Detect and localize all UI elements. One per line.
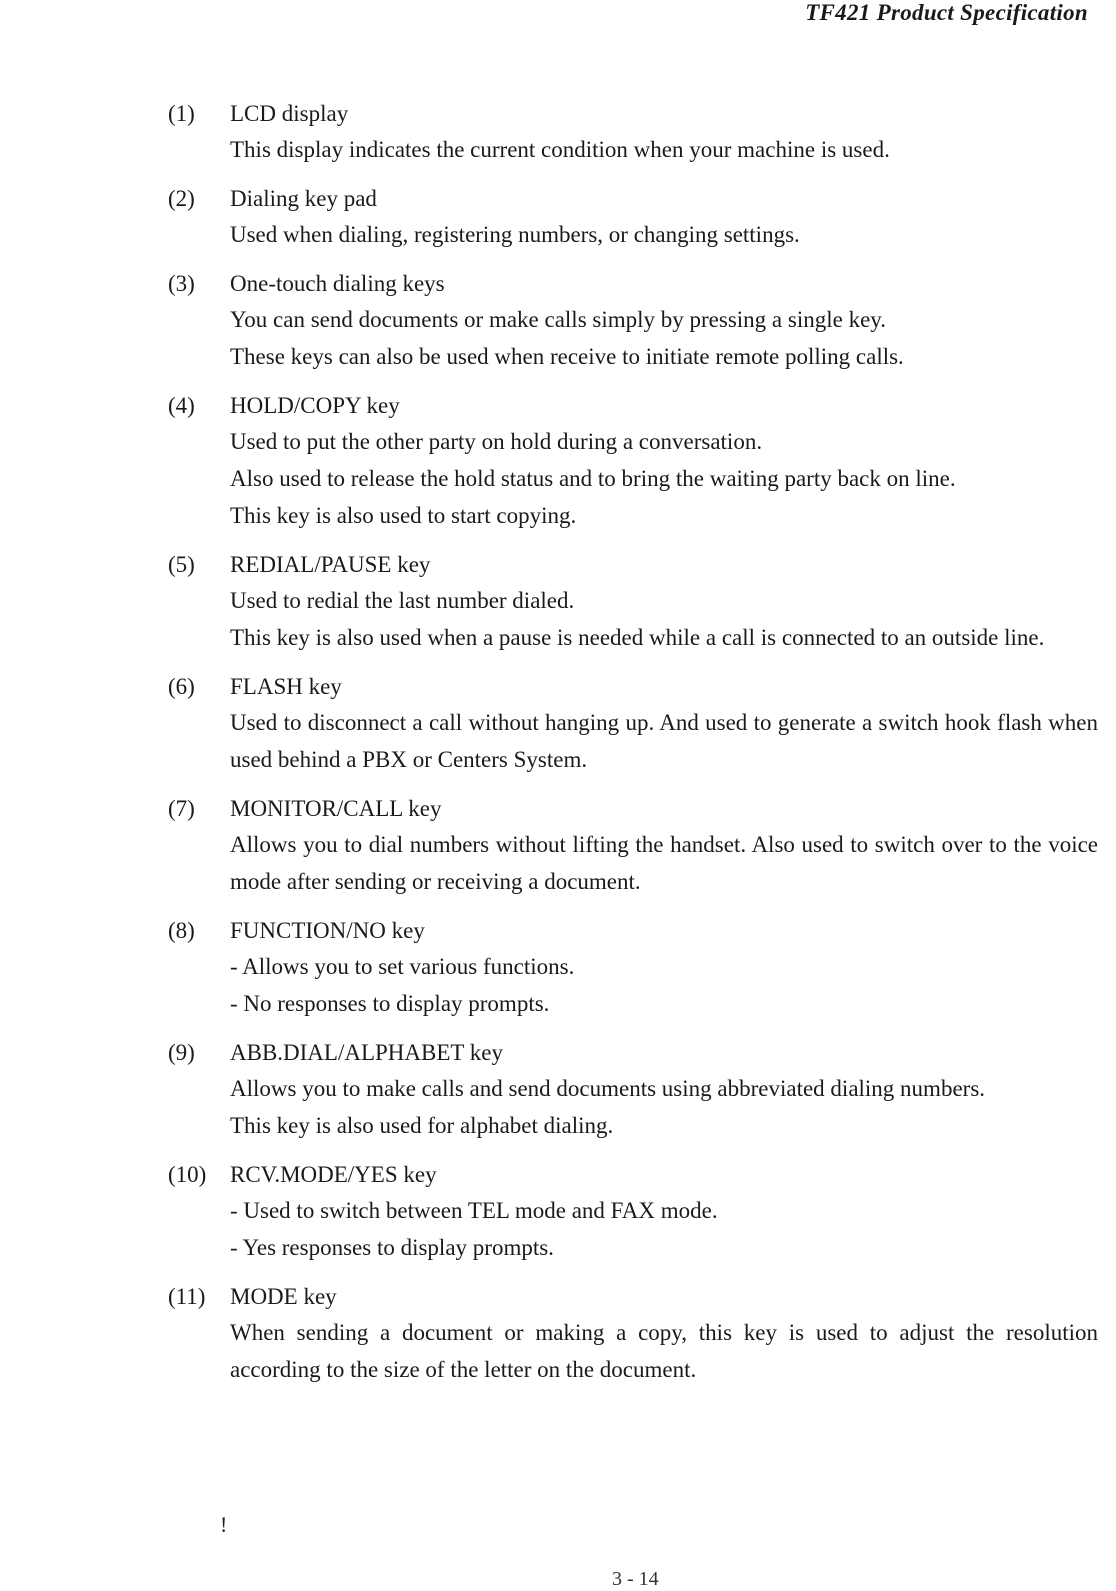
description-line: This key is also used when a pause is needed while a call is connected to an outside line.	[230, 625, 1045, 650]
list-item	[168, 388, 1098, 534]
description-line: These keys can also be used when receive to initiate remote polling calls.	[230, 344, 904, 369]
item-heading	[168, 96, 1098, 131]
item-heading	[168, 181, 1098, 216]
item-description	[168, 1314, 1098, 1388]
item-number: (10)	[168, 1162, 207, 1187]
item-description	[168, 216, 1098, 253]
description-line: Used to put the other party on hold during a conversation.	[230, 429, 763, 454]
item-number: (3)	[168, 271, 195, 296]
item-title: HOLD/COPY key	[230, 393, 400, 418]
description-line: This display indicates the current condition when your machine is used.	[230, 137, 890, 162]
item-title: RCV.MODE/YES key	[230, 1162, 437, 1187]
item-description	[168, 826, 1098, 900]
list-item	[168, 1279, 1098, 1388]
list-item	[168, 1157, 1098, 1266]
item-description	[168, 582, 1098, 656]
item-number: (8)	[168, 918, 195, 943]
item-heading	[168, 791, 1098, 826]
item-description	[168, 301, 1098, 375]
item-number: (5)	[168, 552, 195, 577]
page-header: TF421 Product Specification	[805, 0, 1088, 25]
item-title: MONITOR/CALL key	[230, 796, 442, 821]
item-title: MODE key	[230, 1284, 337, 1309]
list-item	[168, 181, 1098, 253]
item-heading	[168, 266, 1098, 301]
item-title: FUNCTION/NO key	[230, 918, 425, 943]
list-item	[168, 669, 1098, 778]
item-heading	[168, 669, 1098, 704]
item-title: REDIAL/PAUSE key	[230, 552, 431, 577]
item-title: LCD display	[230, 101, 349, 126]
key-description-list	[168, 96, 1098, 1401]
item-heading	[168, 1035, 1098, 1070]
item-description	[168, 948, 1098, 1022]
item-description	[168, 1192, 1098, 1266]
item-title: Dialing key pad	[230, 186, 377, 211]
description-line: This key is also used to start copying.	[230, 503, 577, 528]
list-item	[168, 1035, 1098, 1144]
item-number: (7)	[168, 796, 195, 821]
item-number: (11)	[168, 1284, 206, 1309]
item-title: ABB.DIAL/ALPHABET key	[230, 1040, 504, 1065]
description-line: Used to redial the last number dialed.	[230, 588, 575, 613]
list-item	[168, 547, 1098, 656]
item-number: (6)	[168, 674, 195, 699]
description-line: Used to disconnect a call without hanging up. And used to generate a switch hook flash when used behind a PBX or Centers System.	[230, 710, 1098, 772]
description-line: When sending a document or making a copy, this key is used to adjust the resolution according to the size of the letter on the document.	[230, 1320, 1098, 1382]
description-line: - Yes responses to display prompts.	[230, 1235, 554, 1260]
description-line: This key is also used for alphabet dialing.	[230, 1113, 614, 1138]
description-line: - Used to switch between TEL mode and FAX mode.	[230, 1198, 718, 1223]
item-heading	[168, 547, 1098, 582]
description-line: Allows you to make calls and send documents using abbreviated dialing numbers.	[230, 1076, 986, 1101]
description-line: Also used to release the hold status and to bring the waiting party back on line.	[230, 466, 956, 491]
list-item	[168, 266, 1098, 375]
description-line: - No responses to display prompts.	[230, 991, 550, 1016]
item-number: (9)	[168, 1040, 195, 1065]
item-description	[168, 131, 1098, 168]
description-line: Allows you to dial numbers without lifting the handset. Also used to switch over to the voice mode after sending or receiving a document.	[230, 832, 1098, 894]
item-title: One-touch dialing keys	[230, 271, 445, 296]
description-line: Used when dialing, registering numbers, or changing settings.	[230, 222, 800, 247]
item-heading	[168, 913, 1098, 948]
item-number: (4)	[168, 393, 195, 418]
item-heading	[168, 1157, 1098, 1192]
stray-mark: !	[220, 1512, 228, 1537]
item-heading	[168, 1279, 1098, 1314]
item-description	[168, 1070, 1098, 1144]
page-number: 3 - 14	[612, 1568, 659, 1590]
list-item	[168, 913, 1098, 1022]
description-line: - Allows you to set various functions.	[230, 954, 575, 979]
item-description	[168, 423, 1098, 534]
list-item	[168, 96, 1098, 168]
description-line: You can send documents or make calls simply by pressing a single key.	[230, 307, 887, 332]
item-heading	[168, 388, 1098, 423]
item-title: FLASH key	[230, 674, 342, 699]
item-number: (2)	[168, 186, 195, 211]
list-item	[168, 791, 1098, 900]
item-description	[168, 704, 1098, 778]
item-number: (1)	[168, 101, 195, 126]
